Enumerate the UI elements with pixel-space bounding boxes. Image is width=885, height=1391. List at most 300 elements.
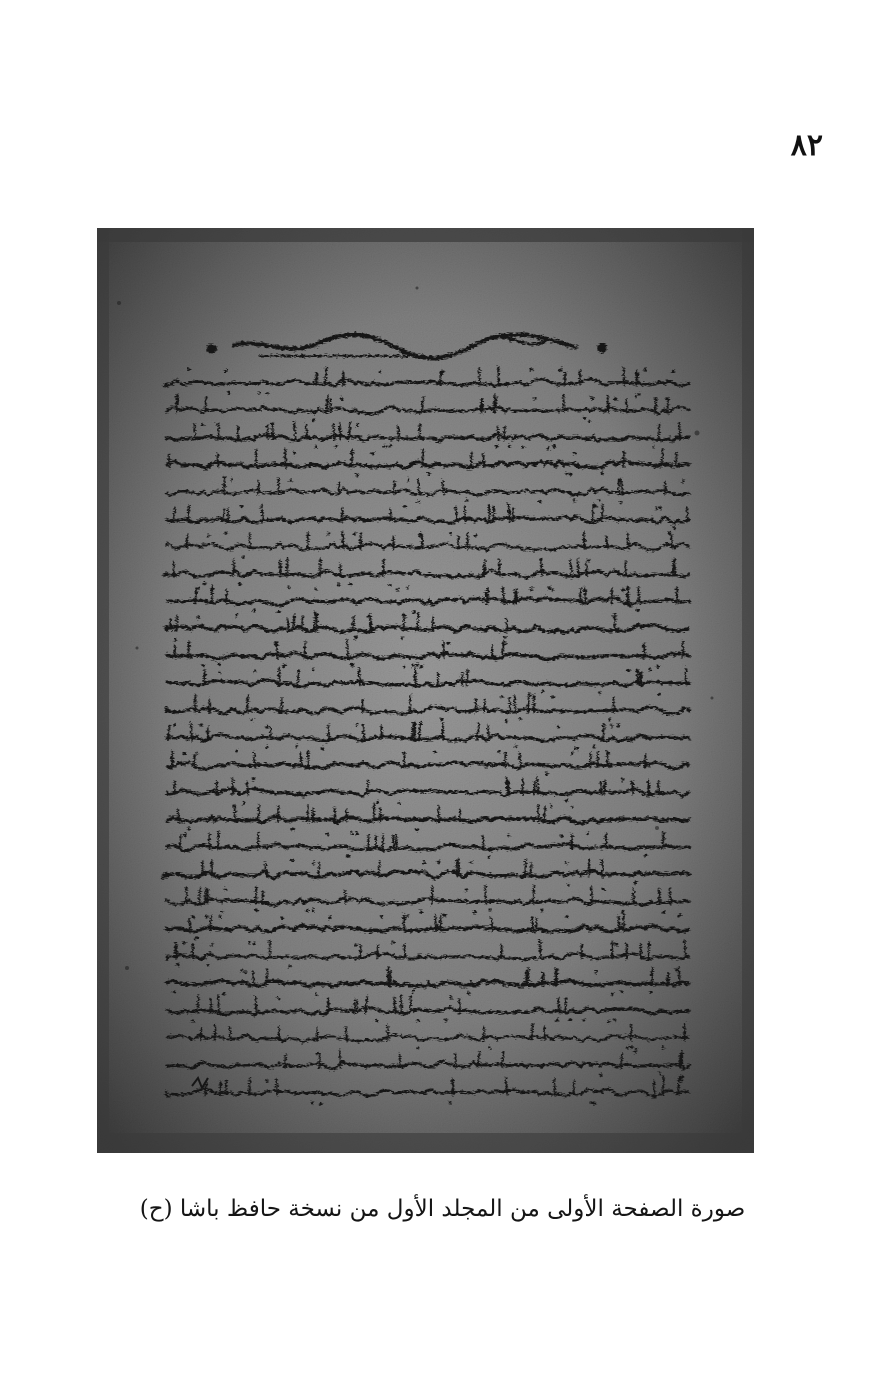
manuscript-letter-stroke xyxy=(224,477,225,495)
manuscript-dot xyxy=(610,724,613,727)
manuscript-dot xyxy=(601,472,604,475)
manuscript-dot xyxy=(514,745,517,748)
manuscript-dot xyxy=(188,827,191,830)
manuscript-dot xyxy=(406,586,409,589)
manuscript-letter-stroke xyxy=(193,945,194,959)
manuscript-dot xyxy=(200,724,203,727)
manuscript-letter-stroke xyxy=(294,422,295,439)
manuscript-dot xyxy=(593,745,596,748)
manuscript-letter-stroke xyxy=(442,480,443,494)
manuscript-dot xyxy=(396,588,399,591)
manuscript-letter-stroke xyxy=(343,372,344,385)
manuscript-dot xyxy=(587,559,590,562)
manuscript-letter-stroke xyxy=(504,427,505,440)
manuscript-letter-stroke xyxy=(625,561,626,576)
manuscript-dot xyxy=(443,914,446,917)
manuscript-letter-stroke xyxy=(418,480,419,494)
manuscript-dot xyxy=(589,1101,592,1104)
manuscript-letter-stroke xyxy=(287,558,288,576)
manuscript-dot xyxy=(682,479,685,482)
manuscript-dot xyxy=(218,915,221,918)
manuscript-letter-stroke xyxy=(438,673,439,686)
manuscript-letter-stroke xyxy=(477,724,478,740)
manuscript-letter-stroke xyxy=(536,919,537,931)
manuscript-dot xyxy=(634,395,637,398)
manuscript-letter-stroke xyxy=(540,941,541,959)
manuscript-letter-stroke xyxy=(607,395,608,413)
manuscript-dot xyxy=(222,992,225,995)
manuscript-dot xyxy=(662,910,665,913)
manuscript-dot xyxy=(448,1101,451,1104)
manuscript-dot xyxy=(678,914,681,917)
manuscript-letter-stroke xyxy=(515,589,516,604)
manuscript-letter-stroke xyxy=(525,860,526,877)
manuscript-dot xyxy=(652,445,655,448)
manuscript-dot xyxy=(412,611,415,614)
manuscript-dot xyxy=(570,806,573,809)
manuscript-letter-stroke xyxy=(459,999,460,1013)
manuscript-dot xyxy=(314,587,317,590)
manuscript-dot xyxy=(608,718,611,721)
manuscript-letter-stroke xyxy=(258,805,259,822)
manuscript-dot xyxy=(465,499,468,502)
manuscript-dot xyxy=(630,1046,633,1049)
manuscript-dot xyxy=(335,445,338,448)
manuscript-dot xyxy=(288,965,291,968)
manuscript-dot xyxy=(586,832,589,835)
manuscript-dot xyxy=(351,832,354,835)
manuscript-dot xyxy=(655,507,658,510)
manuscript-dot xyxy=(600,1074,603,1077)
manuscript-letter-stroke xyxy=(327,395,328,412)
manuscript-letter-stroke xyxy=(597,752,598,767)
manuscript-letter-stroke xyxy=(189,919,190,931)
manuscript-letter-stroke xyxy=(481,400,482,413)
manuscript-letter-stroke xyxy=(218,831,219,849)
manuscript-letter-stroke xyxy=(417,613,418,631)
manuscript-dot xyxy=(644,368,647,371)
manuscript-dot xyxy=(340,397,343,400)
manuscript-letter-stroke xyxy=(276,642,277,658)
manuscript-dot xyxy=(474,534,477,537)
manuscript-dot xyxy=(356,832,359,835)
manuscript-dot xyxy=(608,1020,611,1023)
manuscript-letter-stroke xyxy=(265,862,266,876)
manuscript-letter-stroke xyxy=(306,424,307,440)
manuscript-dot xyxy=(423,861,426,864)
manuscript-dot xyxy=(383,445,386,448)
manuscript-letter-stroke xyxy=(270,726,271,740)
manuscript-dot xyxy=(470,861,473,864)
manuscript-letter-stroke xyxy=(621,1054,622,1068)
manuscript-dot xyxy=(328,916,331,919)
manuscript-letter-stroke xyxy=(191,723,192,740)
manuscript-dot xyxy=(311,1101,314,1104)
manuscript-letter-stroke xyxy=(393,537,394,549)
manuscript-letter-stroke xyxy=(572,836,573,849)
manuscript-dot xyxy=(253,670,256,673)
manuscript-dot xyxy=(594,971,597,974)
manuscript-letter-stroke xyxy=(602,505,603,522)
manuscript-letter-stroke xyxy=(343,536,344,549)
manuscript-dot xyxy=(235,614,238,617)
manuscript-dot xyxy=(530,588,533,591)
manuscript-dot xyxy=(316,1052,319,1055)
manuscript-dot xyxy=(449,996,452,999)
manuscript-dot xyxy=(378,370,381,373)
manuscript-letter-stroke xyxy=(422,536,423,549)
manuscript-letter-stroke xyxy=(658,781,659,794)
manuscript-dot xyxy=(556,1018,559,1021)
manuscript-dot xyxy=(504,642,507,645)
manuscript-dot xyxy=(615,943,618,946)
manuscript-letter-stroke xyxy=(589,860,590,876)
manuscript-dot xyxy=(644,854,647,857)
manuscript-letter-stroke xyxy=(256,887,257,904)
manuscript-dot xyxy=(354,636,357,639)
manuscript-letter-stroke xyxy=(484,560,485,576)
manuscript-letter-stroke xyxy=(619,916,620,931)
manuscript-dot xyxy=(205,915,208,918)
manuscript-letter-stroke xyxy=(347,640,348,658)
manuscript-letter-stroke xyxy=(443,723,444,740)
manuscript-dot xyxy=(571,751,574,754)
manuscript-letter-stroke xyxy=(169,455,170,467)
manuscript-dot xyxy=(626,1046,629,1049)
manuscript-dot xyxy=(565,862,568,865)
manuscript-letter-stroke xyxy=(360,533,361,549)
manuscript-dot xyxy=(614,398,617,401)
manuscript-dot xyxy=(287,586,290,589)
manuscript-dot xyxy=(665,397,668,400)
manuscript-letter-stroke xyxy=(346,1028,347,1040)
manuscript-letter-stroke xyxy=(304,642,305,658)
manuscript-dot xyxy=(346,854,349,857)
manuscript-letter-stroke xyxy=(314,613,315,631)
manuscript-dot xyxy=(392,941,395,944)
manuscript-dot xyxy=(368,614,371,617)
manuscript-letter-stroke xyxy=(391,509,392,522)
manuscript-letter-stroke xyxy=(377,945,378,958)
manuscript-dot xyxy=(255,909,258,912)
manuscript-dot xyxy=(191,1019,194,1022)
manuscript-dot xyxy=(548,587,551,590)
manuscript-letter-stroke xyxy=(174,508,175,521)
manuscript-letter-stroke xyxy=(668,973,669,985)
manuscript-letter-stroke xyxy=(422,396,423,412)
manuscript-letter-stroke xyxy=(677,588,678,603)
manuscript-letter-stroke xyxy=(623,451,624,467)
manuscript-dot xyxy=(314,993,317,996)
manuscript-letter-stroke xyxy=(381,726,382,740)
manuscript-dot xyxy=(419,910,422,913)
manuscript-dot xyxy=(174,638,177,641)
manuscript-letter-stroke xyxy=(339,1050,340,1068)
manuscript-dot xyxy=(588,420,591,423)
manuscript-dot xyxy=(240,505,243,508)
manuscript-dot xyxy=(266,392,269,395)
manuscript-letter-stroke xyxy=(585,588,586,604)
manuscript-dot xyxy=(407,478,410,481)
manuscript-dot xyxy=(293,452,296,455)
manuscript-letter-stroke xyxy=(624,368,625,385)
manuscript-dot xyxy=(356,423,359,426)
manuscript-dot xyxy=(238,583,241,586)
manuscript-dot xyxy=(183,752,186,755)
manuscript-letter-stroke xyxy=(218,995,219,1013)
manuscript-dot xyxy=(489,909,492,912)
manuscript-letter-stroke xyxy=(644,644,645,658)
manuscript-dot xyxy=(202,665,205,668)
manuscript-dot xyxy=(657,665,660,668)
manuscript-letter-stroke xyxy=(302,616,303,631)
manuscript-dot xyxy=(648,668,651,671)
manuscript-letter-stroke xyxy=(471,452,472,467)
manuscript-letter-stroke xyxy=(288,619,289,631)
manuscript-dot xyxy=(582,1019,585,1022)
manuscript-dot xyxy=(173,990,176,993)
manuscript-letter-stroke xyxy=(396,835,397,849)
manuscript-letter-stroke xyxy=(479,368,480,385)
manuscript-dot xyxy=(221,910,224,913)
manuscript-letter-stroke xyxy=(632,781,633,794)
manuscript-letter-stroke xyxy=(652,968,653,986)
manuscript-letter-stroke xyxy=(307,805,308,821)
manuscript-image xyxy=(97,228,754,1153)
manuscript-dot xyxy=(505,719,508,722)
manuscript-dot xyxy=(613,1018,616,1021)
manuscript-dot xyxy=(235,750,238,753)
manuscript-dot xyxy=(206,964,209,967)
manuscript-letter-stroke xyxy=(679,968,680,986)
manuscript-dot xyxy=(617,724,620,727)
manuscript-dot xyxy=(519,717,522,720)
manuscript-letter-stroke xyxy=(278,477,279,494)
manuscript-letter-stroke xyxy=(603,724,604,740)
manuscript-letter-stroke xyxy=(188,506,189,521)
manuscript-dot xyxy=(539,500,542,503)
manuscript-dot xyxy=(541,690,544,693)
manuscript-dot xyxy=(627,669,630,672)
manuscript-dot xyxy=(565,799,568,802)
manuscript-dot xyxy=(173,723,176,726)
manuscript-letter-stroke xyxy=(644,754,645,767)
manuscript-dot xyxy=(253,609,256,612)
manuscript-dot xyxy=(594,505,597,508)
manuscript-dot xyxy=(224,369,227,372)
manuscript-letter-stroke xyxy=(484,700,485,713)
manuscript-photo xyxy=(97,228,754,1153)
manuscript-letter-stroke xyxy=(557,970,558,986)
manuscript-dot xyxy=(591,397,594,400)
manuscript-letter-stroke xyxy=(409,695,410,712)
manuscript-dot xyxy=(444,1018,447,1021)
manuscript-dot xyxy=(216,423,219,426)
manuscript-dot xyxy=(573,452,576,455)
manuscript-dot xyxy=(207,534,210,537)
manuscript-dot xyxy=(356,473,359,476)
manuscript-dot xyxy=(621,778,624,781)
manuscript-dot xyxy=(569,472,572,475)
manuscript-letter-stroke xyxy=(502,641,503,659)
manuscript-dot xyxy=(598,691,601,694)
manuscript-letter-stroke xyxy=(262,505,263,521)
manuscript-letter-stroke xyxy=(419,722,420,740)
manuscript-letter-stroke xyxy=(357,1000,358,1013)
manuscript-dot xyxy=(218,663,221,666)
manuscript-letter-stroke xyxy=(530,863,531,876)
manuscript-dot xyxy=(406,914,409,917)
manuscript-dot xyxy=(389,444,392,447)
manuscript-letter-stroke xyxy=(675,559,676,577)
manuscript-letter-stroke xyxy=(279,1027,280,1041)
manuscript-letter-stroke xyxy=(205,888,206,904)
manuscript-dot xyxy=(613,615,616,618)
manuscript-letter-stroke xyxy=(670,889,671,904)
manuscript-letter-stroke xyxy=(641,672,642,685)
manuscript-dot xyxy=(437,860,440,863)
manuscript-letter-stroke xyxy=(168,726,169,740)
manuscript-letter-stroke xyxy=(663,833,664,849)
manuscript-letter-stroke xyxy=(534,782,535,795)
manuscript-letter-stroke xyxy=(256,997,257,1013)
manuscript-letter-stroke xyxy=(606,834,607,849)
manuscript-letter-stroke xyxy=(180,835,181,849)
manuscript-letter-stroke xyxy=(665,481,666,494)
manuscript-letter-stroke xyxy=(175,646,176,658)
manuscript-dot xyxy=(607,752,610,755)
manuscript-dot xyxy=(398,802,401,805)
manuscript-letter-stroke xyxy=(404,945,405,959)
manuscript-letter-stroke xyxy=(532,1025,533,1041)
manuscript-letter-stroke xyxy=(523,780,524,795)
manuscript-letter-stroke xyxy=(571,560,572,576)
manuscript-letter-stroke xyxy=(648,780,649,794)
manuscript-letter-stroke xyxy=(205,397,206,413)
manuscript-letter-stroke xyxy=(582,944,583,958)
manuscript-dot xyxy=(411,664,414,667)
manuscript-dot xyxy=(306,909,309,912)
manuscript-dot xyxy=(227,391,230,394)
manuscript-letter-stroke xyxy=(187,535,188,549)
manuscript-dot xyxy=(224,888,227,891)
manuscript-dot xyxy=(634,881,637,884)
manuscript-letter-stroke xyxy=(506,778,507,795)
manuscript-letter-stroke xyxy=(621,479,622,494)
manuscript-dot xyxy=(376,801,379,804)
manuscript-dot xyxy=(602,888,605,891)
manuscript-dot xyxy=(266,1079,269,1082)
manuscript-letter-stroke xyxy=(465,507,466,522)
manuscript-letter-stroke xyxy=(558,998,559,1013)
manuscript-dot xyxy=(195,752,198,755)
manuscript-dot xyxy=(355,944,358,947)
manuscript-dot xyxy=(680,1078,683,1081)
manuscript-letter-stroke xyxy=(415,670,416,685)
manuscript-dot xyxy=(375,1019,378,1022)
manuscript-letter-stroke xyxy=(476,700,477,713)
manuscript-letter-stroke xyxy=(177,616,178,631)
manuscript-letter-stroke xyxy=(606,537,607,549)
manuscript-letter-stroke xyxy=(360,945,361,958)
manuscript-letter-stroke xyxy=(249,1079,250,1095)
manuscript-dot xyxy=(658,1072,661,1075)
manuscript-dot xyxy=(337,583,340,586)
manuscript-dot xyxy=(467,992,470,995)
manuscript-dot xyxy=(293,615,296,618)
manuscript-letter-stroke xyxy=(590,753,591,767)
manuscript-dot xyxy=(417,1047,420,1050)
manuscript-letter-stroke xyxy=(404,752,405,767)
manuscript-letter-stroke xyxy=(541,559,542,576)
manuscript-letter-stroke xyxy=(316,373,317,386)
manuscript-dot xyxy=(559,368,562,371)
manuscript-letter-stroke xyxy=(686,668,687,685)
manuscript-letter-stroke xyxy=(247,695,248,712)
manuscript-dot xyxy=(416,828,419,831)
manuscript-letter-stroke xyxy=(443,642,444,658)
manuscript-dot xyxy=(465,888,468,891)
manuscript-letter-stroke xyxy=(491,918,492,931)
manuscript-letter-stroke xyxy=(342,508,343,522)
manuscript-letter-stroke xyxy=(649,942,650,958)
manuscript-dot xyxy=(314,445,317,448)
manuscript-dot xyxy=(593,1101,596,1104)
manuscript-letter-stroke xyxy=(604,781,605,795)
manuscript-dot xyxy=(321,747,324,750)
manuscript-dot xyxy=(658,692,661,695)
manuscript-dot xyxy=(557,725,560,728)
manuscript-letter-stroke xyxy=(281,698,282,712)
manuscript-dot xyxy=(530,368,533,371)
manuscript-dot xyxy=(240,969,243,972)
manuscript-dot xyxy=(672,370,675,373)
manuscript-letter-stroke xyxy=(401,996,402,1013)
manuscript-dot xyxy=(349,583,352,586)
manuscript-letter-stroke xyxy=(394,997,395,1013)
manuscript-letter-stroke xyxy=(467,670,468,685)
manuscript-dot xyxy=(244,971,247,974)
manuscript-dot xyxy=(182,942,185,945)
manuscript-letter-stroke xyxy=(544,1026,545,1040)
manuscript-letter-stroke xyxy=(263,892,264,904)
manuscript-dot xyxy=(619,501,622,504)
manuscript-dot xyxy=(495,445,498,448)
manuscript-letter-stroke xyxy=(498,426,499,440)
manuscript-dot xyxy=(488,1046,491,1049)
manuscript-letter-stroke xyxy=(493,509,494,522)
manuscript-letter-stroke xyxy=(663,1078,664,1095)
manuscript-dot xyxy=(441,370,444,373)
manuscript-dot xyxy=(258,391,261,394)
manuscript-letter-stroke xyxy=(578,559,579,576)
manuscript-dot xyxy=(233,804,236,807)
manuscript-letter-stroke xyxy=(435,916,436,931)
manuscript-dot xyxy=(427,472,430,475)
manuscript-dot xyxy=(311,668,314,671)
manuscript-dot xyxy=(528,693,531,696)
manuscript-dot xyxy=(311,909,314,912)
manuscript-dot xyxy=(611,993,614,996)
figure-caption: صورة الصفحة الأولى من المجلد الأول من نسخة حافظ باشا (ح) xyxy=(139,1196,746,1222)
manuscript-letter-stroke xyxy=(513,508,514,521)
manuscript-dot xyxy=(197,586,200,589)
manuscript-letter-stroke xyxy=(175,943,176,958)
manuscript-letter-stroke xyxy=(676,453,677,467)
manuscript-dot xyxy=(659,506,662,509)
manuscript-letter-stroke xyxy=(398,426,399,440)
manuscript-letter-stroke xyxy=(208,728,209,740)
